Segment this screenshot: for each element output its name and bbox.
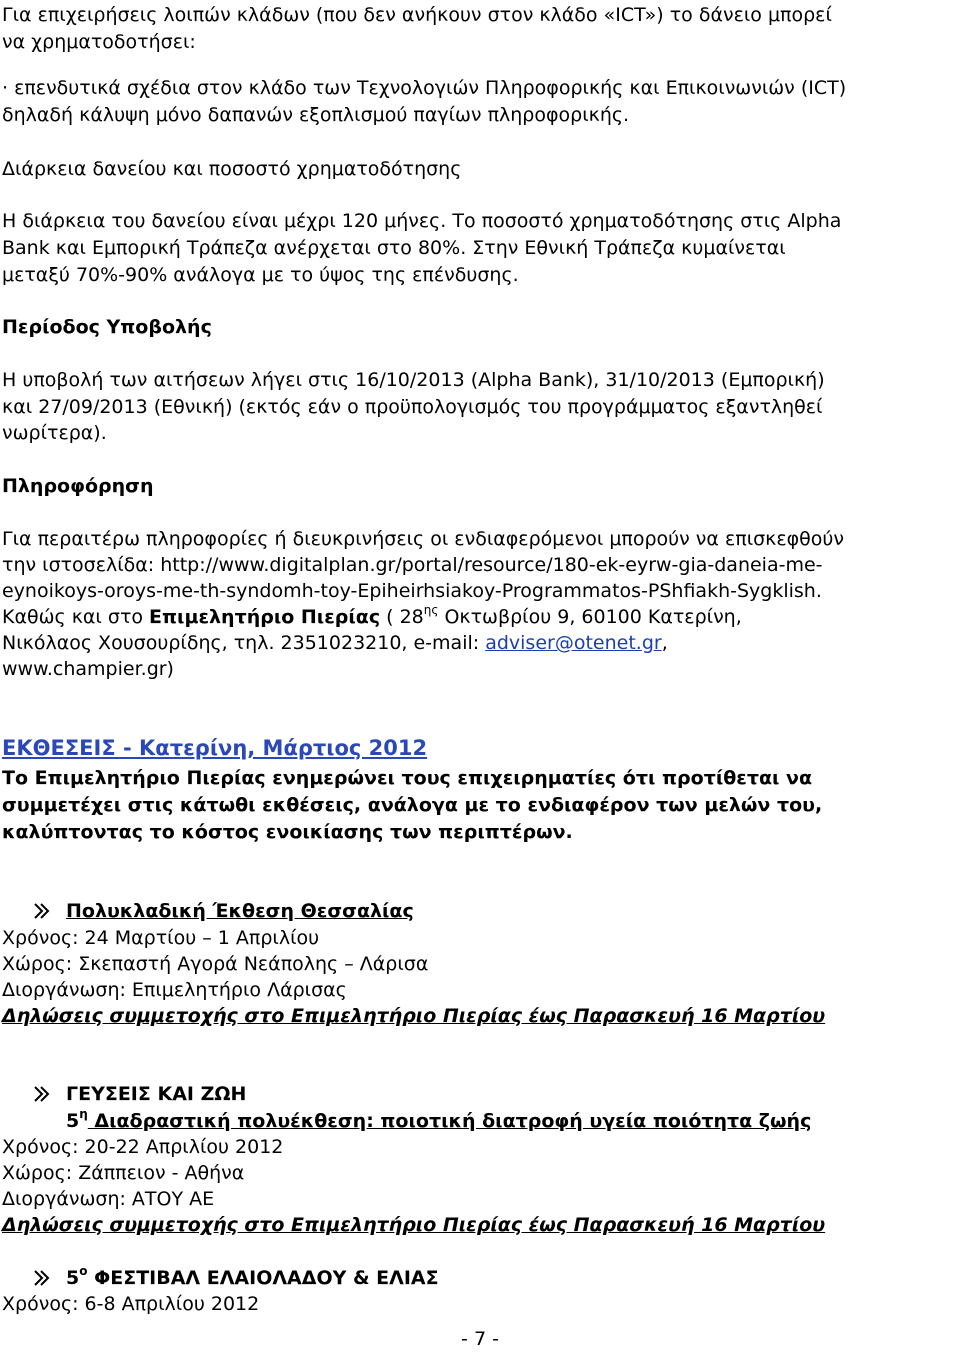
submission-line-2: και 27/09/2013 (Εθνική) (εκτός εάν ο προϋπολογισμός του προγράμματος εξαντληθεί [2, 396, 823, 418]
info-line-4 [2, 604, 742, 632]
event2-superscript: η [79, 1107, 88, 1121]
event1-organizer: Διοργάνωση: Επιμελητήριο Λάρισας [2, 979, 347, 1001]
chamber-name: Επιμελητήριο Πιερίας [149, 606, 381, 628]
info-text: Οκτωβρίου 9, 60100 Κατερίνη, [438, 606, 742, 628]
info-heading: Πληροφόρηση [2, 475, 154, 497]
email-link[interactable]: adviser@otenet.gr [485, 632, 662, 654]
intro-line-1: Για επιχειρήσεις λοιπών κλάδων (που δεν ανήκουν στον κλάδο «ICT») το δάνειο μπορεί [2, 4, 832, 26]
info-line-1: Για περαιτέρω πληροφορίες ή διευκρινήσεις οι ενδιαφερόμενοι μπορούν να επισκεφθούν [2, 528, 845, 550]
event2-name: ΓΕΥΣΕΙΣ ΚΑΙ ΖΩΗ [66, 1083, 247, 1105]
submission-heading: Περίοδος Υποβολής [2, 316, 212, 338]
exhibitions-intro-3: καλύπτοντας το κόστος ενοικίασης των περιπτέρων. [2, 821, 573, 843]
duration-heading: Διάρκεια δανείου και ποσοστό χρηματοδότησης [2, 158, 462, 180]
event1-name: Πολυκλαδική Έκθεση Θεσσαλίας [66, 900, 414, 922]
event1-place: Χώρος: Σκεπαστή Αγορά Νεάπολης – Λάρισα [2, 953, 429, 975]
event3-number: 5 [66, 1267, 80, 1289]
info-line-3: eynoikoys-oroys-me-th-syndomh-toy-Epiheirhsiakoy-Programmatos-PShfiakh-Sygklish. [2, 580, 822, 602]
event3-title: ΦΕΣΤΙΒΑΛ ΕΛΑΙΟΛΑΔΟΥ & ΕΛΙΑΣ [87, 1267, 439, 1289]
event2-organizer: Διοργάνωση: ΑΤΟΥ ΑΕ [2, 1188, 215, 1210]
intro-bullet-line-1 [2, 75, 846, 101]
duration-line-1: Η διάρκεια του δανείου είναι μέχρι 120 μήνες. Το ποσοστό χρηματοδότησης στις Alpha [2, 210, 842, 232]
exhibitions-intro-1: Το Επιμελητήριο Πιερίας ενημερώνει τους επιχειρηματίες ότι προτίθεται να [2, 767, 813, 789]
exhibitions-title: ΕΚΘΕΣΕΙΣ - Κατερίνη, Μάρτιος 2012 [2, 736, 428, 760]
event3-time: Χρόνος: 6-8 Απριλίου 2012 [2, 1293, 260, 1315]
duration-line-3: μεταξύ 70%-90% ανάλογα με το ύψος της επένδυσης. [2, 264, 519, 286]
arrow-bullet-icon [30, 1081, 56, 1107]
info-line-6: www.champier.gr) [2, 658, 174, 680]
arrow-bullet-icon [30, 1265, 56, 1291]
event3-superscript: ο [79, 1264, 88, 1278]
event2-place: Χώρος: Ζάππειον - Αθήνα [2, 1162, 245, 1184]
info-text: Καθώς και στο [2, 606, 150, 628]
info-line-5 [2, 630, 668, 656]
submission-line-1: Η υποβολή των αιτήσεων λήγει στις 16/10/2013 (Alpha Bank), 31/10/2013 (Εμπορική) [2, 369, 825, 391]
arrow-bullet-icon [30, 898, 56, 924]
event2-number: 5 [66, 1110, 80, 1132]
event3-name [66, 1265, 439, 1293]
event2-subtitle-text: Διαδραστική πολυέκθεση: ποιοτική διατροφή υγεία ποιότητα ζωής [87, 1110, 812, 1132]
exhibitions-intro-2: συμμετέχει στις κάτωθι εκθέσεις, ανάλογα με το ενδιαφέρον των μελών του, [2, 794, 823, 816]
info-text: , [661, 632, 668, 654]
info-text: ( 28 [380, 606, 424, 628]
page-number: - 7 - [461, 1328, 499, 1350]
bullet-text: επενδυτικά σχέδια στον κλάδο των Τεχνολογιών Πληροφορικής και Επικοινωνιών (ICT) [8, 77, 847, 99]
submission-line-3: νωρίτερα). [2, 422, 107, 444]
bullet-dot: · [2, 77, 9, 99]
event2-subtitle [66, 1108, 811, 1136]
intro-bullet-line-2: δηλαδή κάλυψη μόνο δαπανών εξοπλισμού παγίων πληροφορικής. [2, 104, 630, 126]
ordinal-superscript: ης [423, 603, 439, 617]
event2-deadline: Δηλώσεις συμμετοχής στο Επιμελητήριο Πιερίας έως Παρασκευή 16 Μαρτίου [2, 1214, 826, 1236]
event2-time: Χρόνος: 20-22 Απριλίου 2012 [2, 1136, 284, 1158]
duration-line-2: Bank και Εμπορική Τράπεζα ανέρχεται στο 80%. Στην Εθνική Τράπεζα κυμαίνεται [2, 237, 786, 259]
event1-deadline: Δηλώσεις συμμετοχής στο Επιμελητήριο Πιερίας έως Παρασκευή 16 Μαρτίου [2, 1005, 826, 1027]
event1-time: Χρόνος: 24 Μαρτίου – 1 Απριλίου [2, 927, 320, 949]
intro-line-2: να χρηματοδοτήσει: [2, 31, 196, 53]
info-text: Νικόλαος Χουσουρίδης, τηλ. 2351023210, e-mail: [2, 632, 486, 654]
info-line-2: την ιστοσελίδα: http://www.digitalplan.gr/portal/resource/180-ek-eyrw-gia-daneia-me- [2, 554, 823, 576]
